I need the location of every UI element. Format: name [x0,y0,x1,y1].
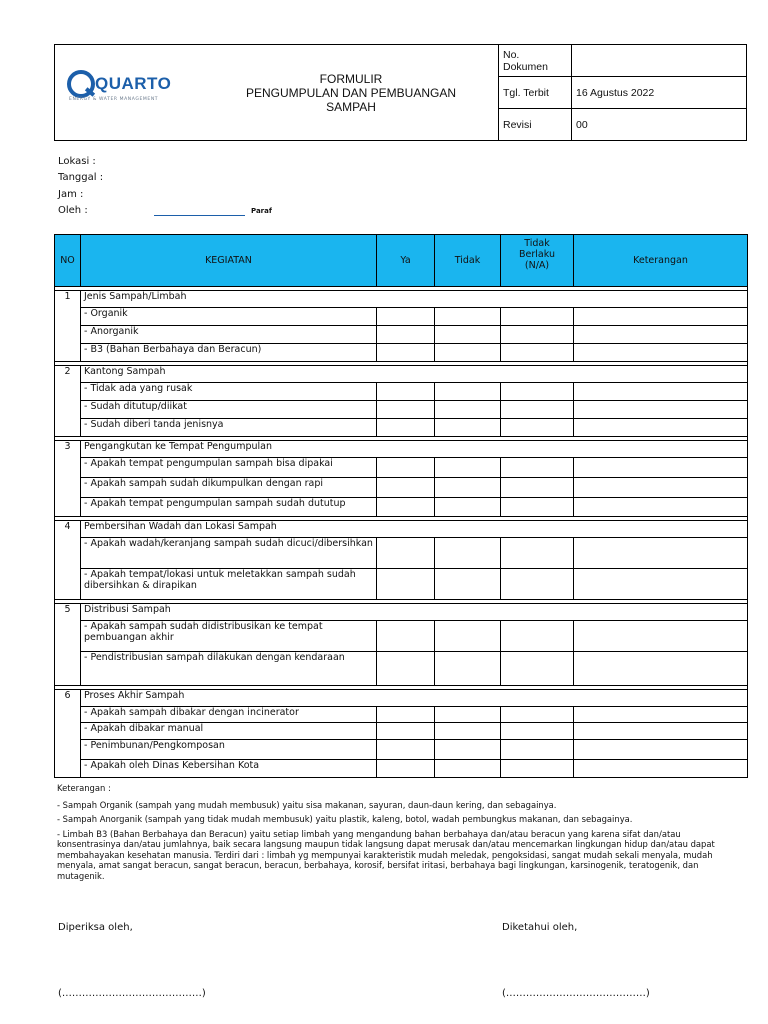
diketahui-signature-blank[interactable]: (……………………………………) [502,988,650,999]
notes-section [57,783,717,885]
kegiatan-item: - B3 (Bahan Berbahaya dan Beracun) [81,344,377,362]
na-checkbox-cell[interactable] [501,740,574,760]
lokasi-label: Lokasi : [58,156,96,167]
ya-checkbox-cell[interactable] [377,538,435,569]
ya-checkbox-cell[interactable] [377,498,435,517]
form-title-line: PENGUMPULAN DAN PEMBUANGAN [245,85,457,100]
ya-checkbox-cell[interactable] [377,621,435,652]
keterangan-input-cell[interactable] [574,652,748,686]
keterangan-input-cell[interactable] [574,569,748,600]
tidak-checkbox-cell[interactable] [435,740,501,760]
section-title-row [55,291,748,308]
checklist-item-row [55,621,748,652]
na-checkbox-cell[interactable] [501,569,574,600]
note-item: - Sampah Anorganik (sampah yang tidak mudah membusuk) yaitu plastik, kaleng, botol, wadah pembungkus makanan, dan sebagainya. [57,814,633,824]
keterangan-input-cell[interactable] [574,401,748,419]
kegiatan-item: - Apakah sampah sudah dikumpulkan dengan rapi [81,478,377,498]
ya-checkbox-cell[interactable] [377,707,435,723]
tidak-checkbox-cell[interactable] [435,498,501,517]
keterangan-input-cell[interactable] [574,344,748,362]
section-title: Kantong Sampah [81,366,748,383]
meta-value-revisi: 00 [572,109,747,141]
na-checkbox-cell[interactable] [501,344,574,362]
ya-checkbox-cell[interactable] [377,326,435,344]
section-title: Proses Akhir Sampah [81,690,748,707]
na-checkbox-cell[interactable] [501,621,574,652]
kegiatan-item: - Pendistribusian sampah dilakukan dengan kendaraan [81,652,377,686]
tidak-checkbox-cell[interactable] [435,760,501,778]
section-number: 6 [55,690,81,778]
form-title-line: SAMPAH [326,99,376,114]
jam-label: Jam : [58,189,84,200]
tidak-checkbox-cell[interactable] [435,707,501,723]
tidak-checkbox-cell[interactable] [435,478,501,498]
form-title [205,45,497,140]
note-item: - Sampah Organik (sampah yang mudah membusuk) yaitu sisa makanan, sayuran, daun-daun kering, dan sebagainya. [57,799,557,810]
tidak-checkbox-cell[interactable] [435,326,501,344]
keterangan-input-cell[interactable] [574,419,748,437]
ya-checkbox-cell[interactable] [377,344,435,362]
keterangan-input-cell[interactable] [574,498,748,517]
section-number: 2 [55,366,81,437]
kegiatan-item: - Apakah tempat pengumpulan sampah bisa dipakai [81,458,377,478]
na-checkbox-cell[interactable] [501,458,574,478]
keterangan-input-cell[interactable] [574,621,748,652]
note-item: - Limbah B3 (Bahan Berbahaya dan Beracun) yaitu setiap limbah yang mengandung bahan berbahaya dan/atau beracun yang karena sifat dan/atau konsentrasinya dan/atau jumlahnya, baik secara langsung maupun tidak langsung dapat merusak dan/atau mencemarkan lingkungan hidup dan/atau dapat membahayakan kesehatan manusia. Terdiri dari : limbah yg mempunyai karakteristik mudah meledak, pengoksidasi, sangat mudah sekali menyala, mudah menyala, amat sangat beracun, sangat beracun, beracun, berbahaya, korosif, bersifat iritasi, berbahaya bagi lingkungan, karsinogenik, teratogenik, dan mutagenik. [57,828,715,881]
kegiatan-item: - Anorganik [81,326,377,344]
checklist-item-row [55,308,748,326]
na-checkbox-cell[interactable] [501,308,574,326]
na-checkbox-cell[interactable] [501,419,574,437]
kegiatan-item: - Sudah diberi tanda jenisnya [81,419,377,437]
na-checkbox-cell[interactable] [501,478,574,498]
meta-value-tgl-terbit: 16 Agustus 2022 [572,77,747,109]
tidak-checkbox-cell[interactable] [435,344,501,362]
kegiatan-item: - Organik [81,308,377,326]
ya-checkbox-cell[interactable] [377,419,435,437]
table-header-row [55,235,748,287]
na-checkbox-cell[interactable] [501,538,574,569]
checklist-item-row [55,760,748,778]
checklist-body [55,287,748,778]
kegiatan-item: - Apakah oleh Dinas Kebersihan Kota [81,760,377,778]
header-ya: Ya [377,235,435,287]
diperiksa-label: Diperiksa oleh, [58,922,133,933]
na-checkbox-cell[interactable] [501,707,574,723]
header-na: Tidak Berlaku (N/A) [501,235,574,287]
section-number: 4 [55,521,81,600]
paraf-label: Paraf [251,207,272,215]
section-title: Distribusi Sampah [81,604,748,621]
kegiatan-item: - Apakah tempat pengumpulan sampah sudah dututup [81,498,377,517]
notes-label: Keterangan : [57,783,111,793]
na-checkbox-cell[interactable] [501,498,574,517]
tanggal-label: Tanggal : [58,172,104,183]
ya-checkbox-cell[interactable] [377,569,435,600]
tidak-checkbox-cell[interactable] [435,458,501,478]
checklist-item-row [55,740,748,760]
na-checkbox-cell[interactable] [501,401,574,419]
keterangan-input-cell[interactable] [574,538,748,569]
header-keterangan: Keterangan [574,235,748,287]
tidak-checkbox-cell[interactable] [435,621,501,652]
checklist-item-row [55,498,748,517]
na-checkbox-cell[interactable] [501,383,574,401]
kegiatan-item: - Apakah sampah dibakar dengan incinerator [81,707,377,723]
tidak-checkbox-cell[interactable] [435,383,501,401]
tidak-checkbox-cell[interactable] [435,538,501,569]
checklist-item-row [55,652,748,686]
form-title-line: FORMULIR [319,71,383,86]
header-tidak: Tidak [435,235,501,287]
meta-value-no-dokumen [572,45,747,77]
na-checkbox-cell[interactable] [501,652,574,686]
checklist-item-row [55,538,748,569]
ya-checkbox-cell[interactable] [377,723,435,740]
checklist-item-row [55,419,748,437]
logo-text: QUARTO [95,74,172,93]
kegiatan-item: - Penimbunan/Pengkomposan [81,740,377,760]
meta-label-no-dokumen: No. Dokumen [499,45,572,77]
section-title-row [55,441,748,458]
oleh-label: Oleh : [58,205,88,216]
checklist-item-row [55,569,748,600]
keterangan-input-cell[interactable] [574,458,748,478]
oleh-signature-line[interactable] [154,215,245,216]
tidak-checkbox-cell[interactable] [435,308,501,326]
checklist-table [54,234,748,778]
header-kegiatan: KEGIATAN [81,235,377,287]
ya-checkbox-cell[interactable] [377,458,435,478]
logo-tagline: ENERGY & WATER MANAGEMENT [69,97,159,102]
company-logo [55,45,205,140]
tidak-checkbox-cell[interactable] [435,401,501,419]
kegiatan-item: - Apakah dibakar manual [81,723,377,740]
checklist-item-row [55,326,748,344]
kegiatan-item: - Tidak ada yang rusak [81,383,377,401]
checklist-item-row [55,383,748,401]
document-header [54,44,747,141]
section-title-row [55,521,748,538]
section-title: Pengangkutan ke Tempat Pengumpulan [81,441,748,458]
checklist-item-row [55,458,748,478]
section-number: 3 [55,441,81,517]
logo-q-mark-icon [67,70,95,98]
checklist-item-row [55,723,748,740]
meta-label-tgl-terbit: Tgl. Terbit [499,77,572,109]
tidak-checkbox-cell[interactable] [435,419,501,437]
ya-checkbox-cell[interactable] [377,760,435,778]
ya-checkbox-cell[interactable] [377,308,435,326]
keterangan-input-cell[interactable] [574,478,748,498]
section-title-row [55,690,748,707]
ya-checkbox-cell[interactable] [377,652,435,686]
kegiatan-item: - Apakah sampah sudah didistribusikan ke tempat pembuangan akhir [81,621,377,652]
header-no: NO [55,235,81,287]
section-title: Jenis Sampah/Limbah [81,291,748,308]
checklist-item-row [55,401,748,419]
keterangan-input-cell[interactable] [574,326,748,344]
section-title-row [55,604,748,621]
ya-checkbox-cell[interactable] [377,383,435,401]
meta-label-revisi: Revisi [499,109,572,141]
document-meta-table [498,45,746,140]
checklist-item-row [55,344,748,362]
keterangan-input-cell[interactable] [574,723,748,740]
tidak-checkbox-cell[interactable] [435,652,501,686]
diperiksa-signature-blank[interactable]: (……………………………………) [58,988,206,999]
keterangan-input-cell[interactable] [574,383,748,401]
kegiatan-item: - Sudah ditutup/diikat [81,401,377,419]
ya-checkbox-cell[interactable] [377,401,435,419]
keterangan-input-cell[interactable] [574,740,748,760]
checklist-item-row [55,478,748,498]
ya-checkbox-cell[interactable] [377,478,435,498]
tidak-checkbox-cell[interactable] [435,723,501,740]
section-number: 1 [55,291,81,362]
keterangan-input-cell[interactable] [574,707,748,723]
ya-checkbox-cell[interactable] [377,740,435,760]
na-checkbox-cell[interactable] [501,760,574,778]
kegiatan-item: - Apakah wadah/keranjang sampah sudah dicuci/dibersihkan [81,538,377,569]
keterangan-input-cell[interactable] [574,308,748,326]
na-checkbox-cell[interactable] [501,723,574,740]
section-number: 5 [55,604,81,686]
keterangan-input-cell[interactable] [574,760,748,778]
diketahui-label: Diketahui oleh, [502,922,578,933]
section-title-row [55,366,748,383]
kegiatan-item: - Apakah tempat/lokasi untuk meletakkan sampah sudah dibersihkan & dirapikan [81,569,377,600]
checklist-item-row [55,707,748,723]
section-title: Pembersihan Wadah dan Lokasi Sampah [81,521,748,538]
na-checkbox-cell[interactable] [501,326,574,344]
tidak-checkbox-cell[interactable] [435,569,501,600]
